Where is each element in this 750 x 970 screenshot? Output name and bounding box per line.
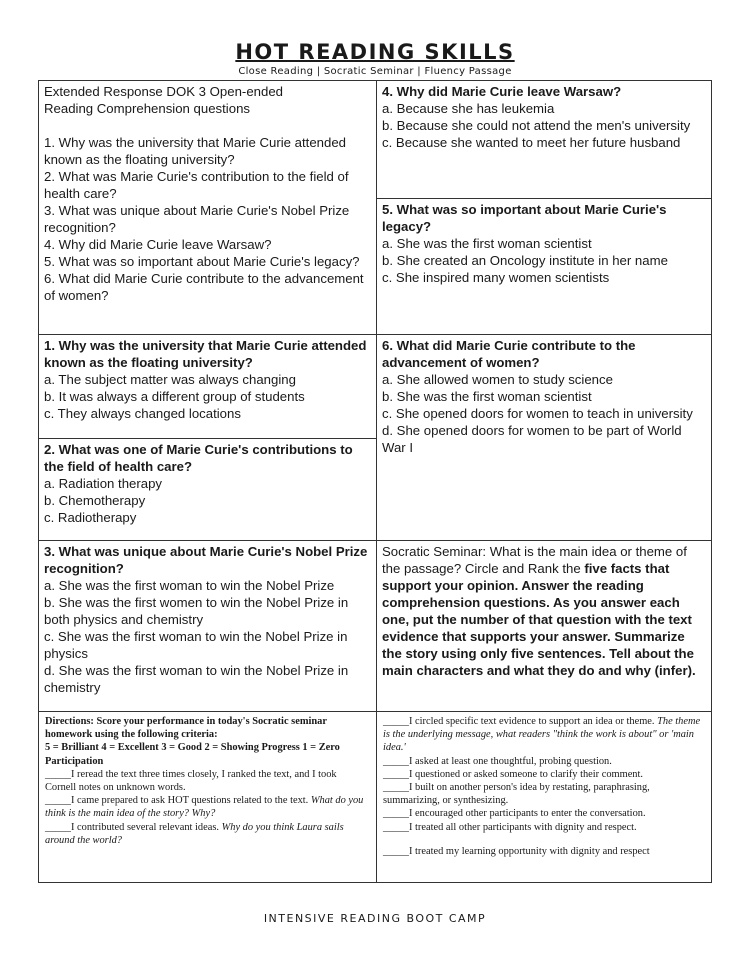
- q5-cell: [376, 198, 712, 335]
- q3-option: c. She was the first woman to win the Nobel Prize in physics: [44, 629, 348, 661]
- q2-option: c. Radiotherapy: [44, 510, 137, 525]
- intro-cell: [38, 80, 377, 335]
- q4-option: c. Because she wanted to meet her future husband: [382, 135, 681, 150]
- intro-question: 6. What did Marie Curie contribute to the advancement of women?: [44, 271, 364, 303]
- q4-option: b. Because she could not attend the men's university: [382, 118, 691, 133]
- checklist-item: _____I came prepared to ask HOT questions related to the text. What do you think is the main idea of the story? Why?: [45, 795, 364, 820]
- q1-option: a. The subject matter was always changing: [44, 372, 296, 387]
- q2-question: 2. What was one of Marie Curie's contributions to the field of health care?: [44, 442, 353, 474]
- checklist-item: _____I contributed several relevant ideas. Why do you think Laura sails around the world?: [45, 821, 344, 846]
- q3-option: d. She was the first woman to win the Nobel Prize in chemistry: [44, 663, 349, 695]
- checklist-item: _____I questioned or asked someone to clarify their comment.: [383, 768, 643, 780]
- intro-question: 3. What was unique about Marie Curie's Nobel Prize recognition?: [44, 203, 350, 235]
- directions-heading: Directions: Score your performance in today's Socratic seminar homework using the following criteria:: [45, 716, 327, 741]
- seminar-instructions: five facts that support your opinion. Answer the reading comprehension questions. As you answer each one, put the number of that question with the text evidence that supports your answer. Summarize the story using only five sentences. Tell about the main characters and what they do and why (infer).: [382, 561, 696, 678]
- checklist-item: _____I encouraged other participants to enter the conversation.: [383, 808, 646, 820]
- intro-heading: Reading Comprehension questions: [44, 101, 251, 116]
- checklist-item: _____I built on another person's idea by restating, paraphrasing, summarizing, or synthesizing.: [383, 782, 650, 807]
- q6-option: c. She opened doors for women to teach in university: [382, 406, 693, 421]
- q1-option: c. They always changed locations: [44, 406, 241, 421]
- seminar-cell: [376, 540, 712, 712]
- checklist-item: _____I circled specific text evidence to support an idea or theme. The theme is the underlying message, what readers "think the work is about" or 'main idea.': [383, 716, 701, 754]
- checklist-item-final: _____I treated my learning opportunity with dignity and respect: [383, 845, 650, 857]
- checklist-cell: [376, 711, 712, 883]
- page-footer: INTENSIVE READING BOOT CAMP: [263, 912, 487, 925]
- seminar-lead: Socratic Seminar: What is the main idea or theme of the passage? Circle and Rank the: [382, 544, 687, 576]
- intro-question: 5. What was so important about Marie Curie's legacy?: [44, 254, 360, 269]
- q5-option: b. She created an Oncology institute in her name: [382, 253, 668, 268]
- seminar-prompt: [382, 543, 706, 679]
- q3-question: 3. What was unique about Marie Curie's Nobel Prize recognition?: [44, 544, 368, 576]
- checklist-item: _____I reread the text three times closely, I ranked the text, and I took Cornell notes on unknown words.: [45, 768, 337, 794]
- intro-question: 1. Why was the university that Marie Curie attended known as the floating university?: [44, 135, 346, 167]
- q3-cell: [38, 540, 377, 712]
- q2-option: a. Radiation therapy: [44, 476, 163, 491]
- page-title: HOT READING SKILLS: [235, 40, 515, 64]
- intro-question: 2. What was Marie Curie's contribution to the field of health care?: [44, 169, 349, 201]
- score-scale: 5 = Brilliant 4 = Excellent 3 = Good 2 = Showing Progress 1 = Zero Participation: [45, 742, 340, 767]
- q5-question: 5. What was so important about Marie Curie's legacy?: [382, 202, 667, 234]
- q6-option: b. She was the first woman scientist: [382, 389, 592, 404]
- q1-question: 1. Why was the university that Marie Curie attended known as the floating university?: [44, 338, 367, 370]
- q4-question: 4. Why did Marie Curie leave Warsaw?: [382, 84, 622, 99]
- q6-question: 6. What did Marie Curie contribute to the advancement of women?: [382, 338, 636, 370]
- q2-cell: [38, 438, 377, 541]
- q6-cell: [376, 334, 712, 541]
- q2-option: b. Chemotherapy: [44, 493, 146, 508]
- q3-option: a. She was the first woman to win the Nobel Prize: [44, 578, 335, 593]
- intro-heading: Extended Response DOK 3 Open-ended: [44, 84, 283, 99]
- q6-option: a. She allowed women to study science: [382, 372, 613, 387]
- q1-cell: [38, 334, 377, 439]
- directions-cell: [38, 711, 377, 883]
- checklist-item: _____I asked at least one thoughtful, probing question.: [383, 755, 612, 767]
- q6-option: d. She opened doors for women to be part of World War I: [382, 423, 682, 455]
- q4-cell: [376, 80, 712, 199]
- checklist-item: _____I treated all other participants with dignity and respect.: [383, 821, 637, 833]
- q3-option: b. She was the first women to win the Nobel Prize in both physics and chemistry: [44, 595, 349, 627]
- q5-option: c. She inspired many women scientists: [382, 270, 610, 285]
- page-subtitle: Close Reading | Socratic Seminar | Fluency Passage: [238, 66, 512, 77]
- q1-option: b. It was always a different group of students: [44, 389, 305, 404]
- q5-option: a. She was the first woman scientist: [382, 236, 592, 251]
- intro-question: 4. Why did Marie Curie leave Warsaw?: [44, 237, 272, 252]
- q4-option: a. Because she has leukemia: [382, 101, 555, 116]
